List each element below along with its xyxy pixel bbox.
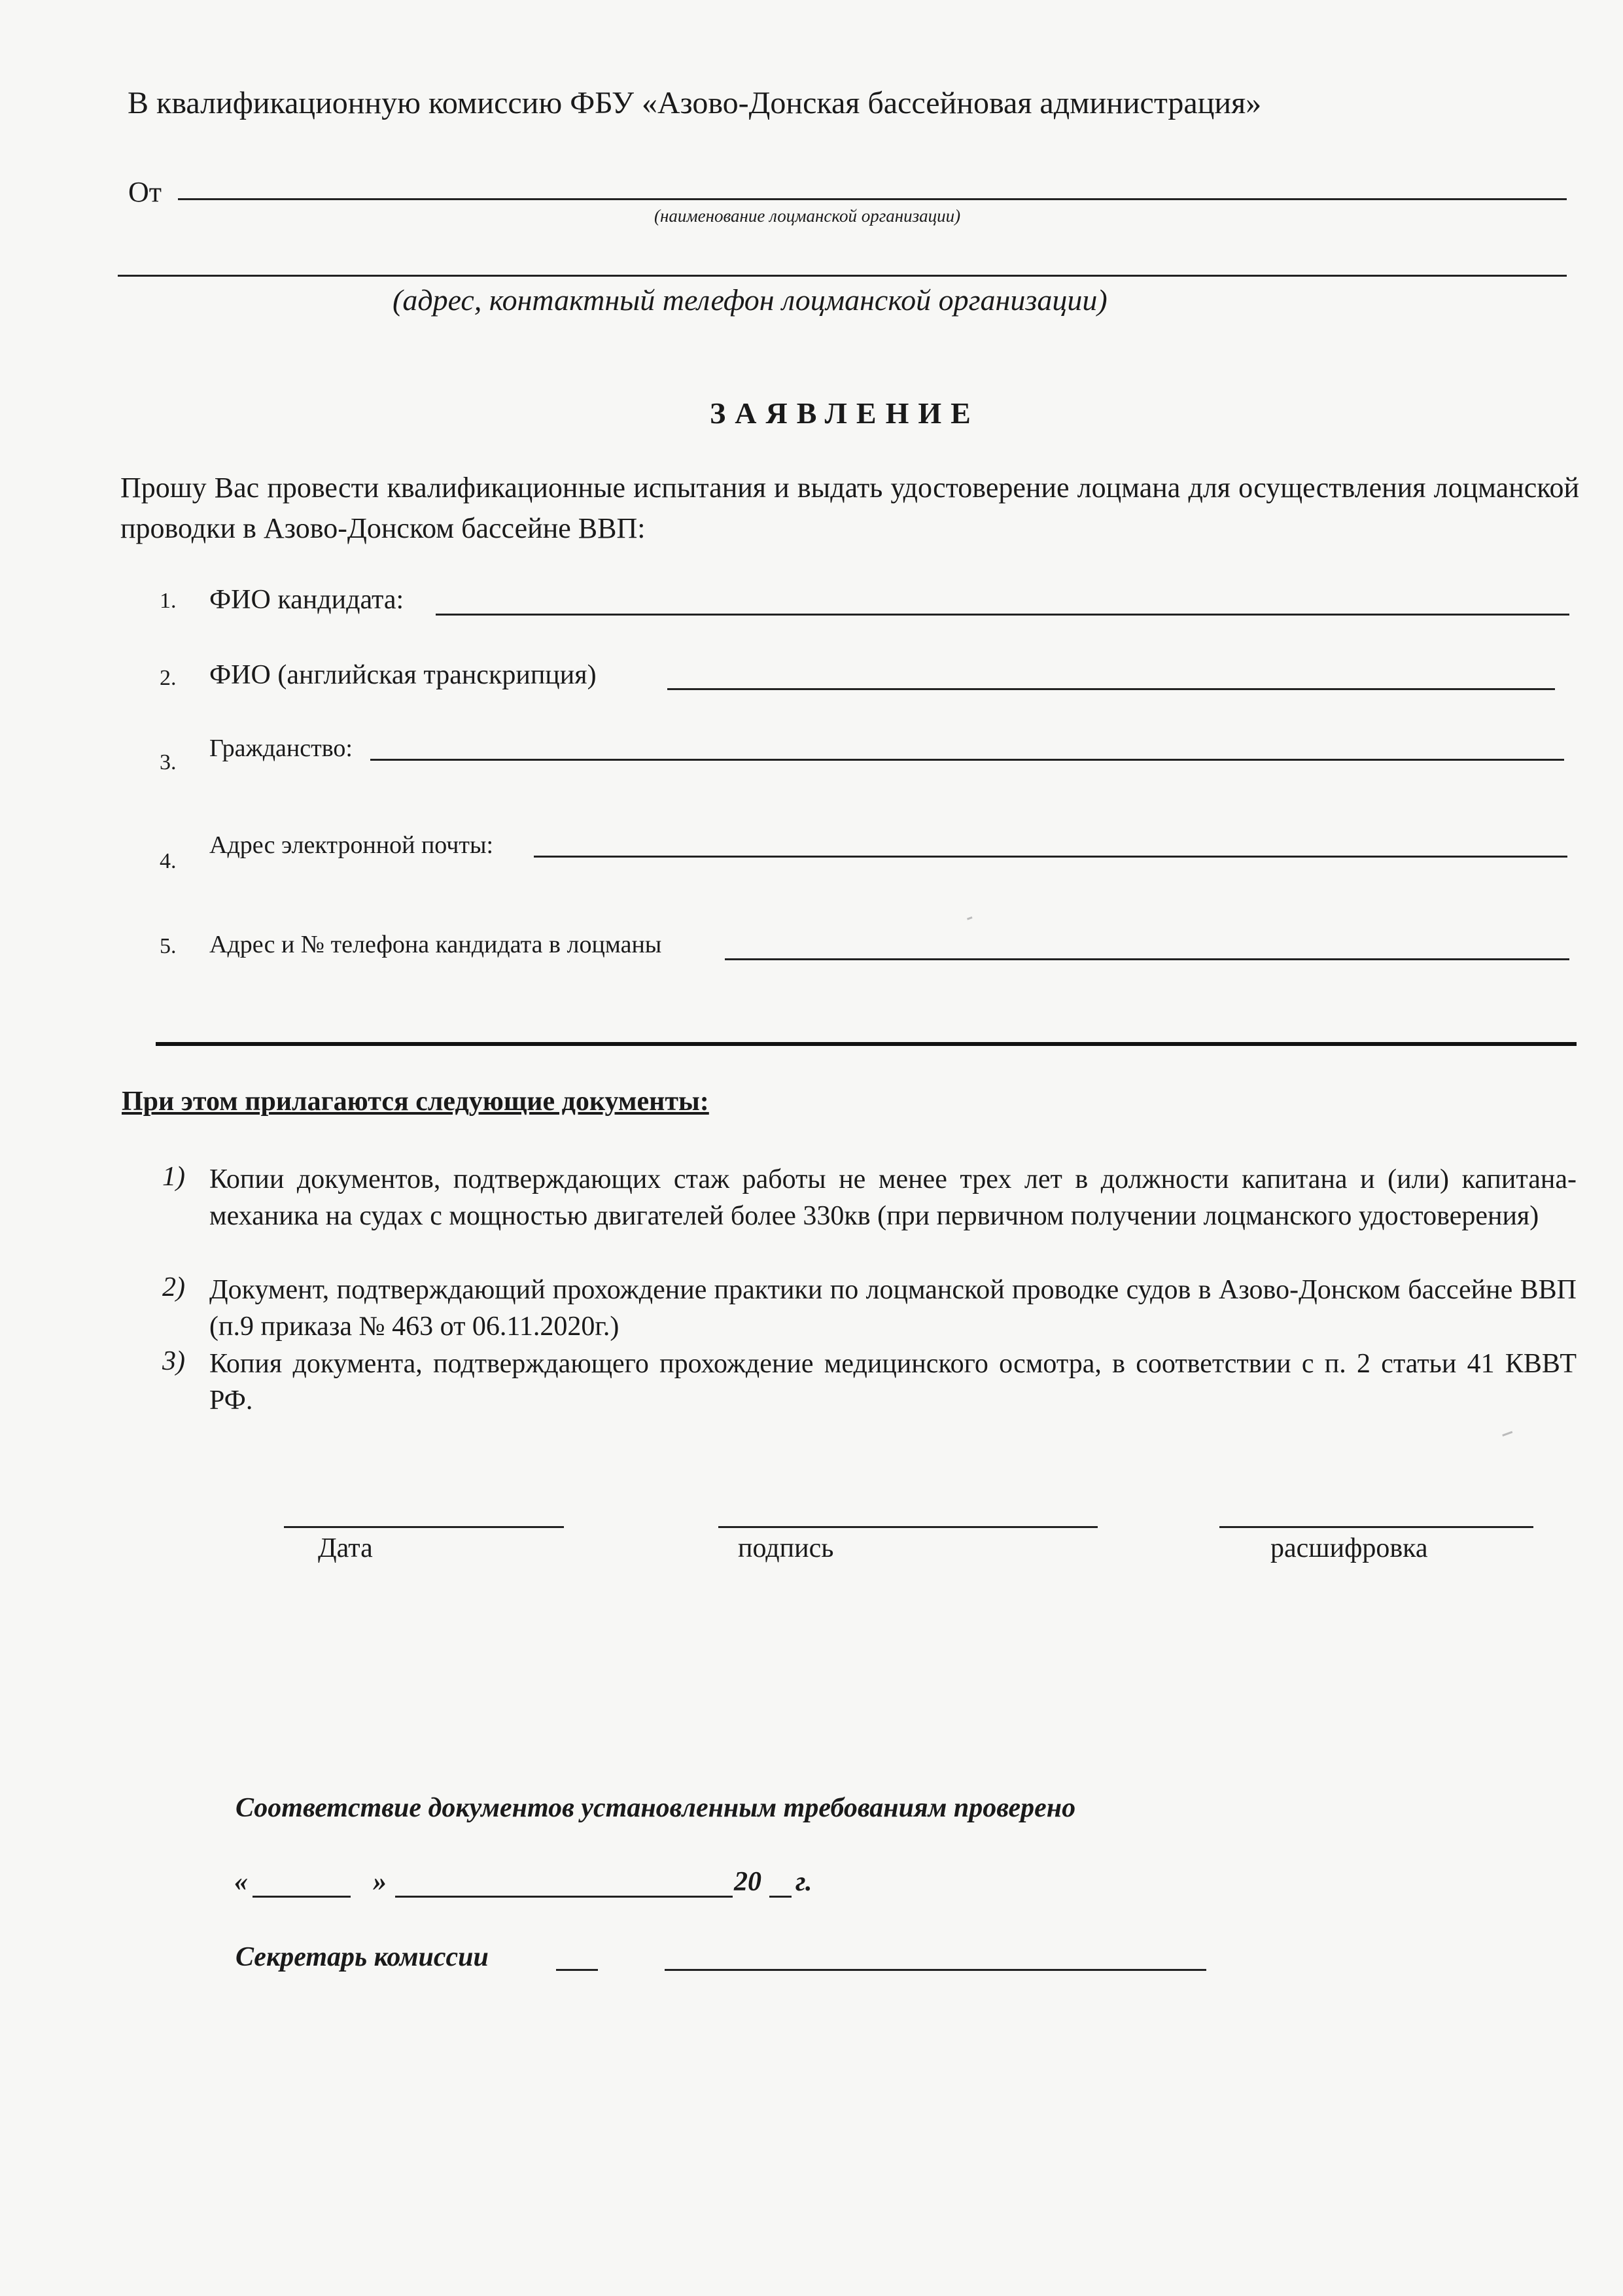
field-label-email: Адрес электронной почты: [209, 831, 494, 859]
field-line-citizenship[interactable] [370, 759, 1564, 761]
attachments-heading: При этом прилагаются следующие документы: [122, 1087, 709, 1117]
decode-label: расшифровка [1270, 1533, 1428, 1563]
field-line-fio-english[interactable] [667, 688, 1555, 690]
attachment-number: 1) [162, 1162, 185, 1192]
org-name-line[interactable] [178, 198, 1567, 200]
verification-year: 20 [734, 1867, 761, 1897]
section-divider [156, 1042, 1577, 1046]
document-title: ЗАЯВЛЕНИЕ [710, 396, 980, 430]
date-line[interactable] [284, 1526, 564, 1528]
field-number: 4. [160, 849, 177, 873]
field-number: 3. [160, 750, 177, 774]
org-address-line[interactable] [118, 275, 1567, 277]
field-number: 1. [160, 589, 177, 613]
field-line-email[interactable] [534, 856, 1567, 858]
field-line-fio[interactable] [436, 614, 1569, 616]
field-label-fio: ФИО кандидата: [209, 585, 404, 615]
verification-year-line[interactable] [769, 1896, 792, 1898]
secretary-initials-line[interactable] [556, 1969, 598, 1971]
field-line-address-phone[interactable] [725, 958, 1569, 960]
field-label-citizenship: Гражданство: [209, 735, 353, 762]
attachment-item: Копии документов, подтверждающих стаж работы не менее трех лет в должности капитана и (или) капитана- механика на судах с мощностью двигателей более 330кв (при первичном получении лоцманского удостоверения) [209, 1164, 1577, 1231]
addressee-heading: В квалификационную комиссию ФБУ «Азово-Донская бассейновая администрация» [128, 86, 1262, 120]
scan-speck [967, 916, 975, 926]
signature-line[interactable] [718, 1526, 1098, 1528]
attachment-number: 2) [162, 1272, 185, 1302]
intro-paragraph: Прошу Вас провести квалификационные испытания и выдать удостоверение лоцмана для осуществления лоцманской проводки в Азово-Донском бассейне ВВП: [120, 472, 1579, 544]
field-label-address-phone: Адрес и № телефона кандидата в лоцманы [209, 931, 662, 958]
org-address-note: (адрес, контактный телефон лоцманской организации) [393, 283, 1108, 317]
attachment-item: Документ, подтверждающий прохождение практики по лоцманской проводке судов в Азово-Донском бассейне ВВП (п.9 приказа № 463 от 06.11.2020г.) [209, 1275, 1577, 1342]
verification-statement: Соответствие документов установленным требованиям проверено [236, 1793, 1076, 1823]
verification-date-close: » [373, 1867, 387, 1897]
field-label-fio-english: ФИО (английская транскрипция) [209, 660, 597, 690]
org-name-note: (наименование лоцманской организации) [654, 206, 961, 226]
field-number: 2. [160, 666, 177, 690]
signature-label: подпись [738, 1533, 834, 1563]
secretary-label: Секретарь комиссии [236, 1942, 489, 1972]
attachment-number: 3) [162, 1346, 185, 1376]
verification-year-suffix: г. [795, 1867, 812, 1897]
attachment-item: Копия документа, подтверждающего прохождение медицинского осмотра, в соответствии с п. 2 статьи 41 КВВТ РФ. [209, 1349, 1577, 1416]
verification-month-line[interactable] [395, 1896, 733, 1898]
from-label: От [128, 176, 162, 208]
verification-day-line[interactable] [253, 1896, 351, 1898]
secretary-signature-line[interactable] [665, 1969, 1206, 1971]
verification-date-open: « [234, 1867, 248, 1897]
field-number: 5. [160, 934, 177, 958]
decode-line[interactable] [1219, 1526, 1533, 1528]
date-label: Дата [318, 1533, 373, 1563]
scan-speck [1502, 1431, 1514, 1443]
